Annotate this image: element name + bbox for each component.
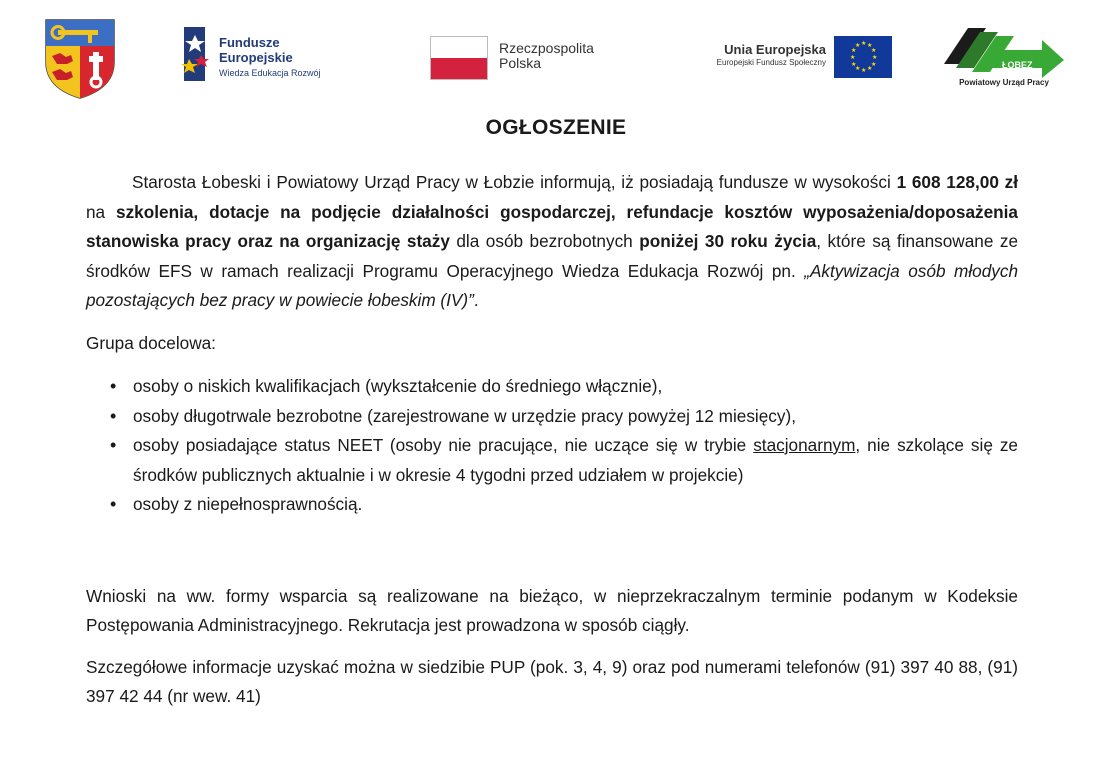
svg-text:★: ★: [850, 54, 856, 61]
svg-text:★: ★: [851, 47, 857, 54]
rp-line1: Rzeczpospolita: [499, 40, 594, 56]
rzeczpospolita-polska-logo: [430, 36, 610, 80]
unia-europejska-logo: [700, 36, 895, 80]
intro-text-3: dla osób bezrobotnych: [449, 231, 640, 251]
rp-line2: Polska: [499, 55, 542, 72]
lobez-name: ŁOBEZ: [1002, 60, 1033, 70]
pup-lobez-logo: [942, 24, 1066, 90]
svg-text:★: ★: [867, 65, 873, 72]
svg-text:★: ★: [871, 47, 877, 54]
lobez-caption: Powiatowy Urząd Pracy: [959, 78, 1049, 87]
svg-text:★: ★: [871, 61, 877, 68]
svg-text:★: ★: [861, 67, 867, 74]
fe-line1: Fundusze: [219, 35, 280, 50]
applications-paragraph: Wnioski na ww. formy wsparcia są realizowane na bieżąco, w nieprzekraczalnym terminie podanym w Kodeksie Postępowania Administracyjnego. Rekrutacja jest prowadzona w sposób ciągły.: [86, 585, 1018, 635]
intro-paragraph: [86, 168, 1018, 316]
svg-text:★: ★: [855, 42, 861, 49]
ue-line1: Unia Europejska: [724, 42, 826, 57]
eu-flag-icon: [834, 36, 892, 78]
svg-text:★: ★: [867, 42, 873, 49]
intro-text-4: , które są finansowane ze środków EFS w ramach realizacji Programu Operacyjnego Wiedza Edukacja Rozwój pn.: [86, 231, 1019, 281]
fe-line3: Wiedza Edukacja Rozwój: [219, 67, 321, 78]
document-title: OGŁOSZENIE: [485, 116, 627, 139]
stacjonarnym-underlined: stacjonarnym: [753, 435, 856, 455]
project-name: „Aktywizacja osób młodych pozostających bez pracy w powiecie łobeskim (IV)”: [86, 260, 1019, 310]
age-limit: poniżej 30 roku życia: [639, 231, 817, 251]
fe-line2: Europejskie: [219, 49, 293, 65]
intro-text-1: Starosta Łobeski i Powiatowy Urząd Pracy w Łobzie informują, iż posiadają fundusze w wysokości: [132, 172, 897, 192]
svg-text:★: ★: [861, 40, 867, 47]
funding-amount: 1 608 128,00 zł: [896, 172, 1018, 192]
neet-text-a: osoby posiadające status NEET (osoby nie pracujące, nie uczące się w trybie: [133, 435, 754, 455]
list-item: • osoby z niepełnosprawnością.: [133, 490, 1018, 520]
intro-text-2: na: [86, 201, 117, 222]
svg-text:★: ★: [851, 61, 857, 68]
target-group-list: [86, 372, 1018, 520]
ue-line2: Europejski Fundusz Społeczny: [716, 57, 826, 67]
list-item: [133, 431, 1018, 490]
logo-bar: [0, 0, 1112, 110]
fundusze-europejskie-logo: [181, 25, 331, 85]
list-item: • osoby długotrwale bezrobotne (zarejestrowane w urzędzie pracy powyżej 12 miesięcy),: [133, 402, 1018, 432]
document-body: [86, 168, 1018, 712]
intro-text-5: .: [473, 290, 479, 310]
coat-of-arms-logo: [44, 18, 116, 100]
contact-paragraph: Szczegółowe informacje uzyskać można w siedzibie PUP (pok. 3, 4, 9) oraz pod numerami telefonów (91) 397 40 88, (91) 397 42 44 (nr wew. 41): [86, 656, 1018, 706]
svg-text:★: ★: [855, 65, 861, 72]
funding-purposes: szkolenia, dotacje na podjęcie działalności gospodarczej, refundacje kosztów wyposażenia/doposażenia stanowiska pracy oraz na organizację staży: [86, 201, 1018, 251]
target-group-label: Grupa docelowa:: [86, 332, 216, 353]
neet-text-b: , nie szkolące się ze środków publicznych aktualnie i w okresie 4 tygodni przed udziałem w projekcie): [133, 435, 1018, 485]
svg-text:★: ★: [872, 54, 878, 61]
list-item: • osoby o niskich kwalifikacjach (wykształcenie do średniego włącznie),: [133, 372, 1018, 402]
